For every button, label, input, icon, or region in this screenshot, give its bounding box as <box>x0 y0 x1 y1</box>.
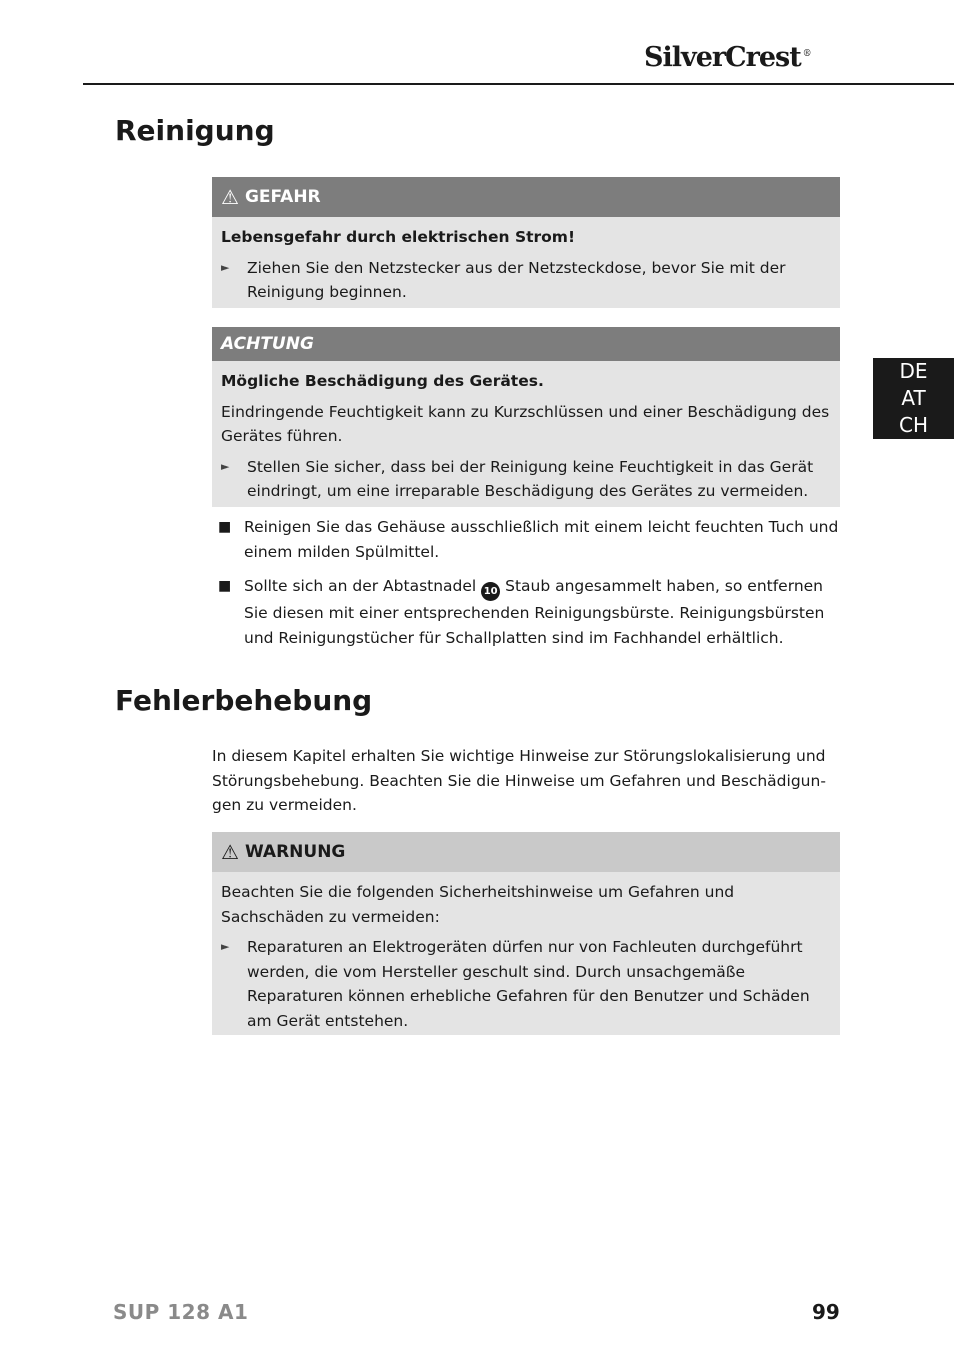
list-item <box>218 574 842 650</box>
danger-box-header <box>212 177 840 217</box>
lang-ch: CH <box>898 413 928 437</box>
danger-box <box>212 177 840 308</box>
intro-paragraph: In diesem Kapitel erhalten Sie wichtige Hinweise zur Störungslokalisierung und Störungsbehebung. Beachten Sie die Hinweise um Gefahren und Beschädigun-gen zu vermeiden. <box>212 747 826 814</box>
footer-model: SUP 128 A1 <box>113 1300 249 1324</box>
list-item-text: Reinigen Sie das Gehäuse ausschließlich mit einem leicht feuchten Tuch und einem milden Spülmittel. <box>244 518 839 561</box>
caution-box-body <box>212 361 840 516</box>
caution-box <box>212 327 840 507</box>
list-item <box>218 515 842 564</box>
warning-instruction <box>221 935 831 1033</box>
danger-label: GEFAHR <box>244 187 321 207</box>
page-number: 99 <box>812 1300 840 1324</box>
list-item-text <box>244 574 842 650</box>
warning-box <box>212 832 840 1035</box>
warning-box-body <box>212 872 840 1045</box>
warning-triangle-icon: ⚠ <box>221 185 239 209</box>
danger-box-body <box>212 217 840 317</box>
danger-instruction-text: Ziehen Sie den Netzstecker aus der Netzsteckdose, bevor Sie mit der Reinigung beginnen. <box>247 258 786 301</box>
list-item-text-before: Sollte sich an der Abtastnadel <box>244 577 477 595</box>
arrow-icon: ► <box>221 260 230 274</box>
part-number-badge: 10 <box>481 582 500 601</box>
caution-box-header <box>212 327 840 361</box>
square-bullet-icon: ■ <box>218 578 232 594</box>
caution-heading: Mögliche Beschädigung des Gerätes. <box>221 372 544 390</box>
danger-heading: Lebensgefahr durch elektrischen Strom! <box>221 228 576 246</box>
danger-instruction <box>221 256 831 305</box>
warning-instruction-text: Reparaturen an Elektrogeräten dürfen nur von Fachleuten durchgeführt werden, die vom Hersteller geschult sind. Durch unsachgemäße Reparaturen können erhebliche Gefahren für den Benutzer und Schäden am Gerät entstehen. <box>247 938 810 1030</box>
caution-instruction <box>221 455 831 504</box>
lang-de: DE <box>899 359 928 383</box>
header-rule <box>83 83 954 85</box>
section-title-reinigung: Reinigung <box>115 114 275 147</box>
warning-label: WARNUNG <box>244 842 346 862</box>
caution-text: Eindringende Feuchtigkeit kann zu Kurzschlüssen und einer Beschädigung des Gerätes führen. <box>221 402 830 445</box>
warning-triangle-icon: ⚠ <box>221 840 239 864</box>
brand-logo <box>644 42 811 73</box>
list-item-text-after: Staub angesammelt haben, so entfernen Sie diesen mit einer entsprechenden Reinigungsbürste. Reinigungsbürsten und Reinigungstücher für Schallplatten sind im Fachhandel erhältlich. <box>244 577 825 647</box>
square-bullet-icon: ■ <box>218 519 232 535</box>
logo-text: SilverCrest <box>644 42 801 73</box>
caution-label: ACHTUNG <box>221 334 314 354</box>
warning-box-header <box>212 832 840 872</box>
arrow-icon: ► <box>221 940 230 953</box>
caution-instruction-text: Stellen Sie sicher, dass bei der Reinigung keine Feuchtigkeit in das Gerät eindringt, um eine irreparable Beschädigung des Gerätes zu vermeiden. <box>247 457 814 500</box>
language-tab <box>873 358 954 439</box>
arrow-icon: ► <box>221 459 230 473</box>
warning-text: Beachten Sie die folgenden Sicherheitshinweise um Gefahren und Sachschäden zu vermeiden: <box>221 883 735 926</box>
section-title-fehlerbehebung: Fehlerbehebung <box>115 684 373 717</box>
registered-mark: ® <box>802 49 811 59</box>
lang-at: AT <box>901 386 926 410</box>
